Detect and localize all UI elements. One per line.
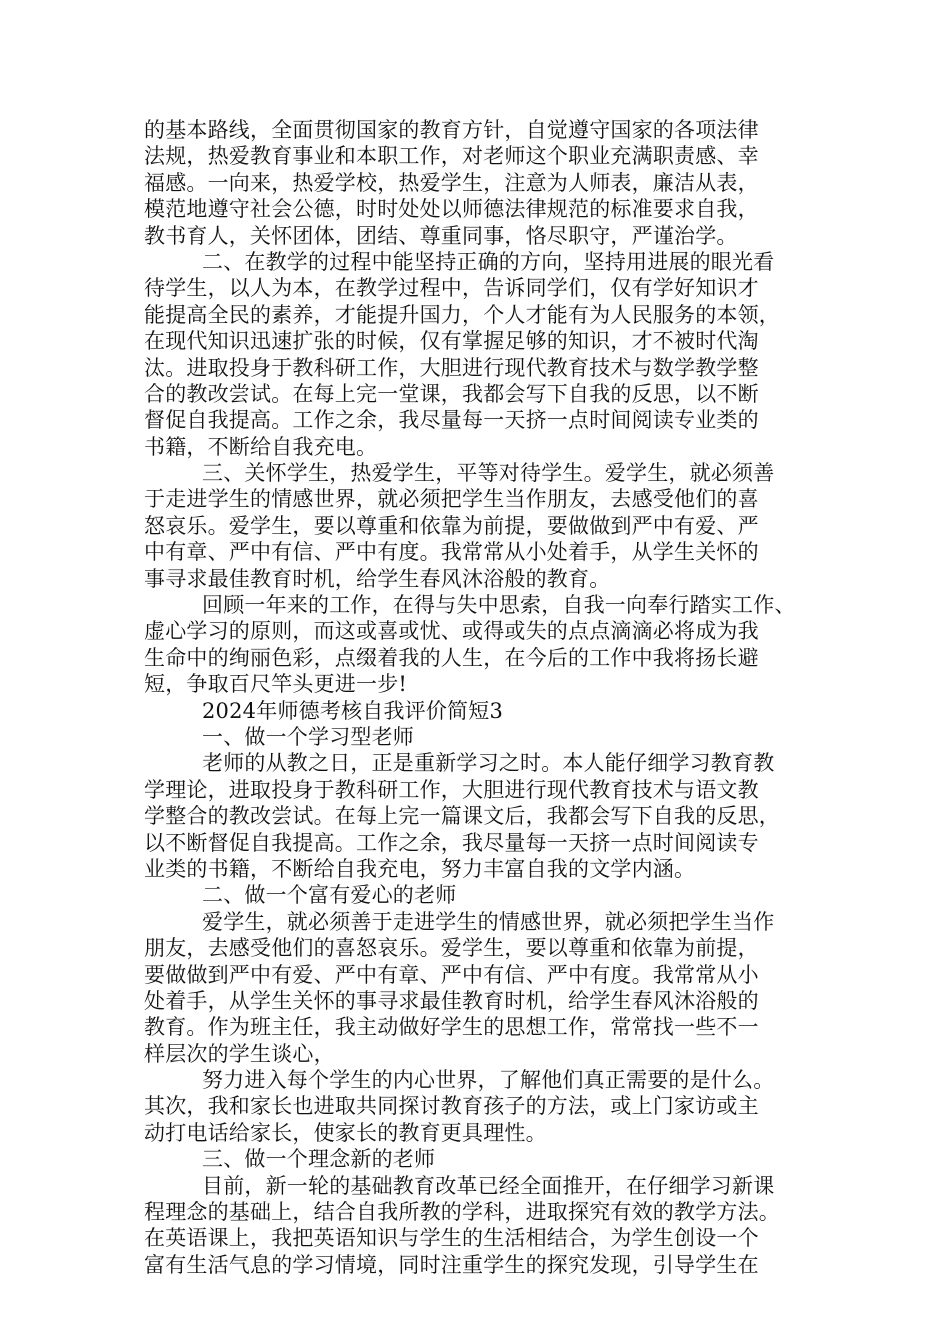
- text-line: 二、做一个富有爱心的老师: [202, 883, 457, 908]
- text-line: 程理念的基础上，结合自我所教的学科，进取探究有效的教学方法。: [144, 1200, 780, 1225]
- text-line: 努力进入每个学生的内心世界，了解他们真正需要的是什么。: [202, 1068, 775, 1093]
- document-page: [144, 117, 824, 1278]
- text-line: 爱学生，就必须善于走进学生的情感世界，就必须把学生当作: [202, 909, 775, 934]
- text-line: 法规，热爱教育事业和本职工作，对老师这个职业充满职责感、幸: [144, 144, 759, 169]
- text-line: 二、在教学的过程中能坚持正确的方向，坚持用进展的眼光看: [202, 249, 775, 274]
- text-line: 处着手，从学生关怀的事寻求最佳教育时机，给学生春风沐浴般的: [144, 988, 759, 1013]
- text-line: 样层次的学生谈心，: [144, 1041, 335, 1066]
- text-line: 朋友，去感受他们的喜怒哀乐。爱学生，要以尊重和依靠为前提，: [144, 936, 759, 961]
- text-line: 学理论，进取投身于教科研工作，大胆进行现代教育技术与语文教: [144, 777, 759, 802]
- text-line: 模范地遵守社会公德，时时处处以师德法律规范的标准要求自我，: [144, 197, 759, 222]
- text-line: 生命中的绚丽色彩，点缀着我的人生，在今后的工作中我将扬长避: [144, 645, 759, 670]
- text-line: 汰。进取投身于教科研工作，大胆进行现代教育技术与数学教学整: [144, 355, 759, 380]
- text-line: 合的教改尝试。在每上完一堂课，我都会写下自我的反思，以不断: [144, 381, 759, 406]
- text-line: 待学生，以人为本，在教学过程中，告诉同学们，仅有学好知识才: [144, 276, 759, 301]
- text-line: 虚心学习的原则，而这或喜或忧、或得或失的点点滴滴必将成为我: [144, 619, 759, 644]
- text-line: 三、关怀学生，热爱学生，平等对待学生。爱学生，就必须善: [202, 461, 775, 486]
- text-line: 书籍，不断给自我充电。: [144, 434, 378, 459]
- text-line: 动打电话给家长，使家长的教育更具理性。: [144, 1120, 547, 1145]
- text-line: 三、做一个理念新的老师: [202, 1147, 436, 1172]
- text-line: 一、做一个学习型老师: [202, 724, 414, 749]
- text-line: 短，争取百尺竿头更进一步!: [144, 672, 408, 697]
- text-line: 于走进学生的情感世界，就必须把学生当作朋友，去感受他们的喜: [144, 487, 759, 512]
- text-line: 回顾一年来的工作，在得与失中思索，自我一向奉行踏实工作、: [202, 593, 796, 618]
- text-line: 目前，新一轮的基础教育改革已经全面推开，在仔细学习新课: [202, 1173, 775, 1198]
- text-line: 在英语课上，我把英语知识与学生的生活相结合，为学生创设一个: [144, 1226, 759, 1251]
- text-line: 以不断督促自我提高。工作之余，我尽量每一天挤一点时间阅读专: [144, 830, 759, 855]
- text-line: 其次，我和家长也进取共同探讨教育孩子的方法，或上门家访或主: [144, 1094, 759, 1119]
- text-line: 教书育人，关怀团体，团结、尊重同事，恪尽职守，严谨治学。: [144, 223, 738, 248]
- text-line: 学整合的教改尝试。在每上完一篇课文后，我都会写下自我的反思，: [144, 804, 780, 829]
- text-line: 中有章、严中有信、严中有度。我常常从小处着手，从学生关怀的: [144, 540, 759, 565]
- text-line: 能提高全民的素养，才能提升国力，个人才能有为人民服务的本领，: [144, 302, 780, 327]
- text-line: 怒哀乐。爱学生，要以尊重和依靠为前提，要做做到严中有爱、严: [144, 513, 759, 538]
- text-line: 业类的书籍，不断给自我充电，努力丰富自我的文学内涵。: [144, 856, 696, 881]
- text-line: 福感。一向来，热爱学校，热爱学生，注意为人师表，廉洁从表，: [144, 170, 759, 195]
- text-line: 在现代知识迅速扩张的时候，仅有掌握足够的知识，才不被时代淘: [144, 329, 759, 354]
- text-line: 教育。作为班主任，我主动做好学生的思想工作，常常找一些不一: [144, 1015, 759, 1040]
- text-line: 督促自我提高。工作之余，我尽量每一天挤一点时间阅读专业类的: [144, 408, 759, 433]
- text-line: 老师的从教之日，正是重新学习之时。本人能仔细学习教育教: [202, 751, 775, 776]
- text-line: 要做做到严中有爱、严中有章、严中有信、严中有度。我常常从小: [144, 962, 759, 987]
- text-line: 2024年师德考核自我评价简短3: [202, 698, 504, 723]
- text-line: 事寻求最佳教育时机，给学生春风沐浴般的教育。: [144, 566, 611, 591]
- text-line: 富有生活气息的学习情境，同时注重学生的探究发现，引导学生在: [144, 1252, 759, 1277]
- text-line: 的基本路线，全面贯彻国家的教育方针，自觉遵守国家的各项法律: [144, 118, 759, 142]
